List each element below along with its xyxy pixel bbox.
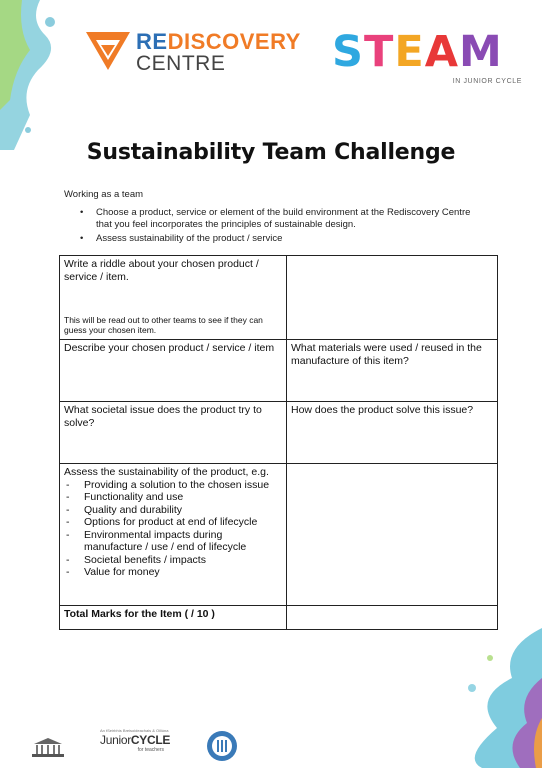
solve-prompt-cell: How does the product solve this issue? [287,402,498,464]
assess-answer-cell[interactable] [287,464,498,606]
materials-prompt-cell: What materials were used / reused in the manufacture of this item? [287,340,498,402]
total-marks-value-cell[interactable] [287,606,498,630]
intro-text: Working as a team [64,189,144,200]
junior-cycle-wordmark: JuniorCYCLE [100,733,171,747]
criteria-item: - Societal benefits / impacts [66,553,206,566]
page-title: Sustainability Team Challenge [86,140,456,165]
issue-prompt-cell: What societal issue does the product try to solve? [60,402,287,464]
assess-criteria-list [64,479,282,579]
criteria-item: - Quality and durability [66,503,183,516]
instruction-list [64,207,484,247]
government-building-logo [30,736,66,758]
riddle-note: This will be read out to other teams to see if they can guess your chosen item. [64,315,263,335]
bullet-icon: • [80,207,84,218]
circular-emblem-logo [206,730,238,762]
riddle-prompt-cell: Write a riddle about your chosen product / service / item. This will be read out to other teams to see if they can guess your chosen item. [60,256,287,340]
total-marks-cell: Total Marks for the Item ( / 10 ) [60,606,287,630]
instruction-item: • Assess sustainability of the product / service [80,233,283,244]
steam-logo [332,27,528,90]
paint-splash-bottom-right [402,618,542,768]
steam-wordmark: STEAM [332,27,503,77]
rediscovery-wordmark: REDISCOVERY [136,29,301,54]
criteria-item: - Environmental impacts during manufacture / use / end of lifecycle [66,528,247,553]
centre-wordmark: CENTRE [136,52,226,75]
instruction-item: • Choose a product, service or element of the build environment at the Rediscovery Centre that you feel incorporates the principles of sustainable design. [80,207,471,230]
describe-prompt-cell: Describe your chosen product / service / item [60,340,287,402]
orange-triangle-logo-icon [86,32,130,72]
bullet-icon: • [80,233,84,244]
criteria-item: - Value for money [66,566,160,578]
criteria-item: - Functionality and use [66,491,184,503]
challenge-table [59,255,498,630]
junior-cycle-for-teachers-logo: An tSeirbhís Breisoideachais & Oiliúna JuniorCYCLE for teachers [100,728,171,753]
assess-prompt-cell: Assess the sustainability of the product, e.g. - Providing a solution to the chosen issue - Functionality and use - Quality and durability - Options for product at end of lifecycle - Environmental impacts during manufacture / use / end of lifecycle - Societal benefits / impacts - Value for money [60,464,287,606]
steam-subtitle: IN JUNIOR CYCLE [452,78,522,85]
criteria-item: - Providing a solution to the chosen issue [66,478,270,491]
paint-splash-top-left [0,0,70,150]
riddle-answer-cell[interactable] [287,256,498,340]
criteria-item: - Options for product at end of lifecycle [66,516,258,528]
rediscovery-centre-logo [86,28,301,75]
